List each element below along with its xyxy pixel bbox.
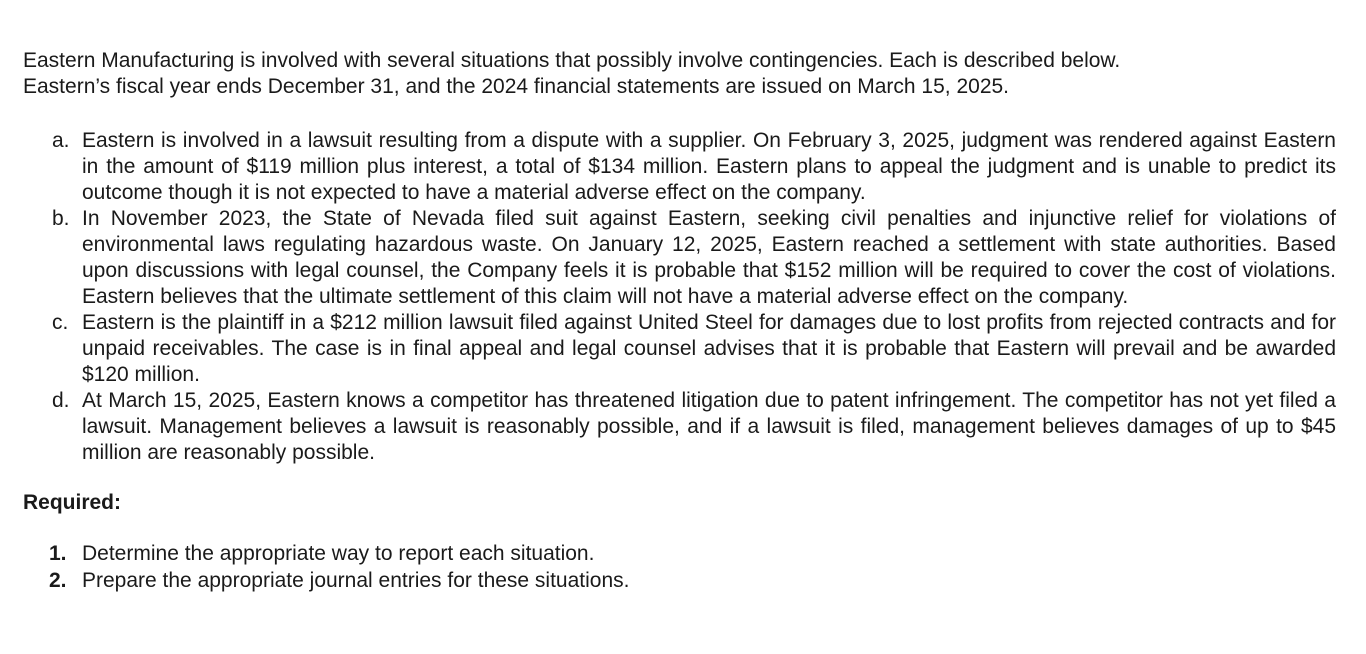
situation-text-c: Eastern is the plaintiff in a $212 million lawsuit filed against United Steel for damages due to lost profits from rejected contracts and for unpaid receivables. The case is in final appeal and legal counsel advises that it is probable that Eastern will prevail and be awarded $120 million. [82, 311, 1336, 386]
required-step-2 [23, 568, 1336, 595]
required-step-marker-1: 1. [49, 542, 67, 565]
required-steps-list [23, 541, 1336, 595]
required-step-marker-2: 2. [49, 569, 67, 592]
intro-paragraph [23, 48, 1336, 100]
situation-marker-a: a. [52, 129, 70, 152]
required-step-text-1: Determine the appropriate way to report each situation. [82, 542, 595, 565]
situation-text-d: At March 15, 2025, Eastern knows a competitor has threatened litigation due to patent infringement. The competitor has not yet filed a lawsuit. Management believes a lawsuit is reasonably possible, and if a lawsuit is filed, management believes damages of up to $45 million are reasonably possible. [82, 389, 1336, 464]
situation-marker-c: c. [52, 311, 69, 334]
required-heading: Required: [23, 491, 122, 514]
intro-line-1: Eastern Manufacturing is involved with several situations that possibly involve contingencies. Each is described below. [23, 49, 1121, 72]
required-step-1 [23, 541, 1336, 568]
situation-item-b [23, 206, 1336, 310]
situation-marker-d: d. [52, 389, 70, 412]
situation-text-b: In November 2023, the State of Nevada filed suit against Eastern, seeking civil penalties and injunctive relief for violations of environmental laws regulating hazardous waste. On January 12, 2025, Eastern reached a settlement with state authorities. Based upon discussions with legal counsel, the Company feels it is probable that $152 million will be required to cover the cost of violations. Eastern believes that the ultimate settlement of this claim will not have a material adverse effect on the company. [82, 207, 1336, 308]
intro-line-2: Eastern’s fiscal year ends December 31, and the 2024 financial statements are issued on March 15, 2025. [23, 75, 1010, 98]
situation-item-d [23, 388, 1336, 466]
situations-list [23, 128, 1336, 466]
situation-text-a: Eastern is involved in a lawsuit resulting from a dispute with a supplier. On February 3, 2025, judgment was rendered against Eastern in the amount of $119 million plus interest, a total of $134 million. Eastern plans to appeal the judgment and is unable to predict its outcome though it is not expected to have a material adverse effect on the company. [82, 129, 1336, 204]
situation-marker-b: b. [52, 207, 70, 230]
situation-item-c [23, 310, 1336, 388]
required-step-text-2: Prepare the appropriate journal entries for these situations. [82, 569, 630, 592]
situation-item-a [23, 128, 1336, 206]
